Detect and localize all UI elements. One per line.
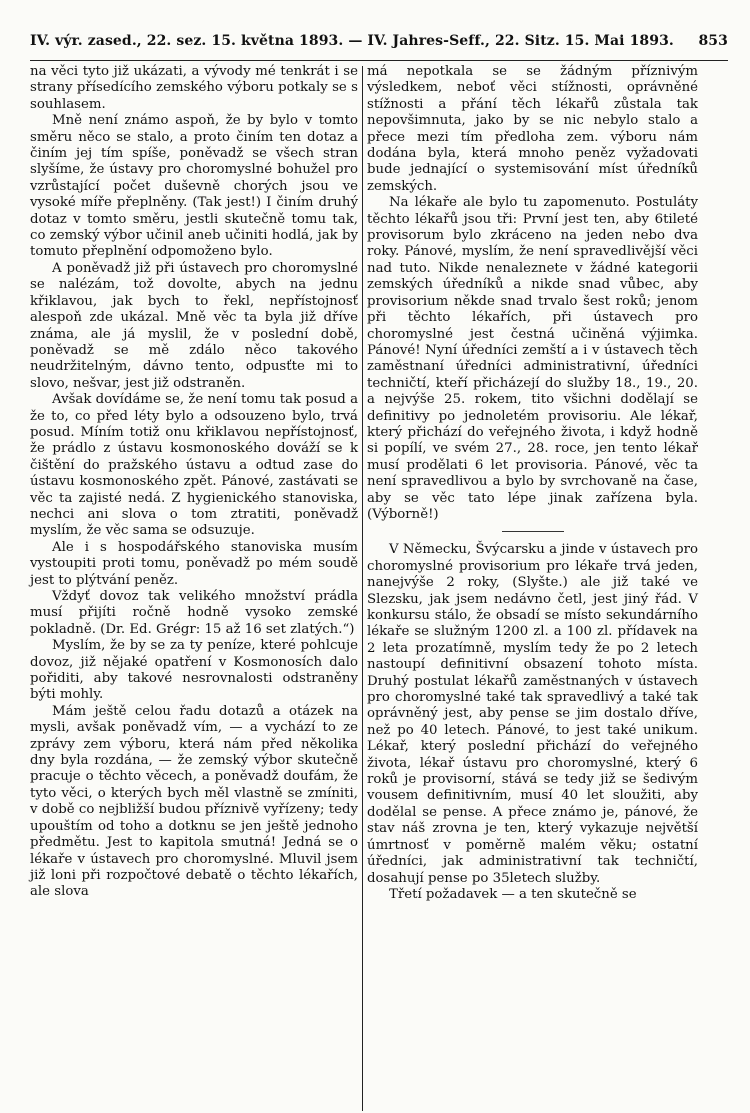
- right-column: [367, 64, 698, 903]
- paragraph: má nepotkala se se žádným příznivým výsledkem, neboť věci stížnosti, oprávněné stížnosti a přání těch lékařů zůstala tak nepovšimnuta, jako by se nic nebylo stalo a přece mezi tím předloha zem. výboru nám dodána byla, která mnoho peněz vyžadovati bude jednající o systemisování míst úředníků zemských.: [367, 64, 698, 194]
- paragraph: Třetí požadavek — a ten skutečně se: [389, 886, 637, 902]
- column-divider: [362, 66, 363, 1111]
- header-rule: [30, 60, 728, 61]
- paragraph: A poněvadž již při ústavech pro choromyslné se nalézám, tož dovolte, abych na jednu křiklavou, jak bych to řekl, nepřístojnosť alespoň zde ukázal. Mně věc ta byla již dříve známa, ale já myslil, že v poslední době, poněvadž se mě zdálo něco takového neudržitelným, dávno tento, odpusťte mi to slovo, nešvar, jest již odstraněn.: [30, 260, 358, 391]
- page-number: 853: [698, 33, 728, 49]
- paragraph: Mám ještě celou řadu dotazů a otázek na mysli, avšak poněvadž vím, — a vychází to ze zprávy zem výboru, která nám před několika dny byla rozdána, — že zemský výbor skutečně pracuje o těchto věcech, a poněvadž doufám, že tyto věci, o kterých bych měl vlastně se zmíniti, v době co nejbližší budou příznivě vyřízeny; tedy upouštím od toho a dotknu se jen ještě jednoho předmětu. Jest to kapitola smutná! Jedná se o lékaře v ústavech pro choromyslné. Mluvil jsem již loni při rozpočtové debatě o těchto lékařích, ale slova: [30, 703, 358, 900]
- paragraph: Ale i s hospodářského stanoviska musím vystoupiti proti tomu, poněvadž po mém soudě jest to plýtvání peněz.: [30, 539, 358, 588]
- paragraph: Myslím, že by se za ty peníze, které pohlcuje dovoz, již nějaké opatření v Kosmonosích dalo pořiditi, aby takové nesrovnalosti odstraněny býti mohly.: [30, 638, 358, 703]
- running-header: [30, 33, 728, 57]
- paragraph: Mně není známo aspoň, že by bylo v tomto směru něco se stalo, a proto činím ten dotaz a činím jej tím spíše, poněvadž se všech stran slyšíme, že ústavy pro choromyslné bohužel pro vzrůstající počet duševně chorých jsou ve vysoké míře přeplněny. (Tak jest!) I činím druhý dotaz v tomto směru, jestli skutečně tomu tak, co zemský výbor učinil aneb učiniti hodlá, jak by tomuto přeplnění odpomoženo bylo.: [30, 113, 358, 260]
- paragraph: V Německu, Švýcarsku a jinde v ústavech pro choromyslné provisorium pro lékaře trvá jeden, nanejvýše 2 roky, (Slyšte.) ale již také ve Slezsku, jak jsem nedávno četl, jest jiný řád. V konkursu stálo, že obsadí se místo sekundárního lékaře se služným 1200 zl. a 100 zl. přídavek na 2 leta prozatímně, myslím tedy že po 2 letech nastoupí definitivní obsazení tohoto místa. Druhý postulat lékařů zaměstnaných v ústavech pro choromyslné také tak spravedlivý a také tak oprávněný jest, aby pense se jim dostalo dříve, než po 40 letech. Pánové, to jest také unikum. Lékař, který poslední přichází do veřejného života, lékař ústavu pro choromyslné, který 6 roků je provisorní, stává se tedy již se šedivým vousem definitivním, musí 40 let sloužiti, aby dodělal se pense. A přece známo je, pánové, že stav náš zrovna je ten, který vykazuje největší úmrtnosť v poměrně malém věku; ostatní úředníci, jak administrativní tak techničtí, dosahují pense po 35letech služby.: [367, 542, 698, 886]
- header-title: IV. výr. zased., 22. sez. 15. května 1893. — IV. Jahres-Seff., 22. Sitz. 15. Mai 1893.: [30, 33, 674, 49]
- paragraph: na věci tyto již ukázati, a vývody mé tenkrát i se strany přísedícího zemského výboru potkaly se s souhlasem.: [30, 64, 358, 112]
- paragraph: Na lékaře ale bylo tu zapomenuto. Postuláty těchto lékařů jsou tři: První jest ten, aby 6tileté provisorum bylo zkráceno na jeden nebo dva roky. Pánové, myslím, že není spravedlivější věci nad tuto. Nikde nenaleznete v žádné kategorii zemských úředníků a nikde snad vůbec, aby provisorium někde snad trvalo šest roků; jenom při těchto lékařích, při ústavech pro choromyslné jest čestná učiněná výjimka. Pánové! Nyní úředníci zemští a i v ústavech těch zaměstnaní úředníci administrativní, úředníci techničtí, kteří přicházejí do služby 18., 19., 20. a nejvýše 25. rokem, tito všichni dodělají se definitivy po jednoletém provisoriu. Ale lékař, který přichází do veřejného života, i když hodně si popílí, ve svém 27., 28. roce, jen tento lékař musí prodělati 6 let provisoria. Pánové, věc ta není spravedlivou a bylo by svrchovaně na čase, aby se věc tato lépe jinak zařízena byla. (Výborně!): [367, 195, 698, 522]
- left-column: [30, 64, 358, 901]
- section-divider: [502, 531, 564, 532]
- paragraph: Vždyť dovoz tak velikého množství prádla musí přijíti ročně hodně vysoko zemské pokladně. (Dr. Ed. Grégr: 15 až 16 set zlatých.“): [30, 589, 358, 637]
- paragraph: Avšak dovídáme se, že není tomu tak posud a že to, co před léty bylo a odsouzeno bylo, trvá posud. Míním totiž onu křiklavou nepřístojnosť, že prádlo z ústavu kosmonoského dováží se k čištění do pražského ústavu a odtud zase do ústavu kosmonoského zpět. Pánové, zastávati se věc ta zajisté nedá. Z hygienického stanoviska, nechci ani slova o tom ztratiti, poněvadž myslím, že věc sama se odsuzuje.: [30, 392, 358, 539]
